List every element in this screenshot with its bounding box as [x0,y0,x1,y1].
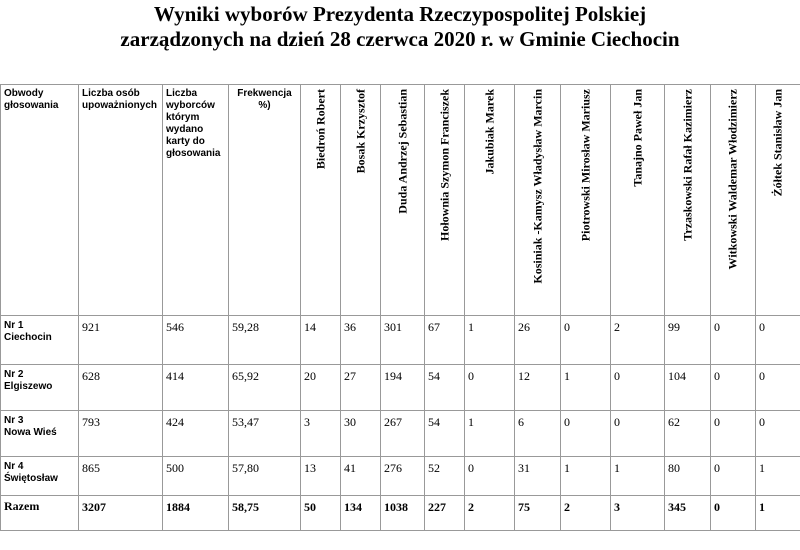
header-candidate [301,85,341,316]
header-candidate [756,85,800,316]
header-candidate [381,85,425,316]
vote-cell: 2 [611,316,665,365]
vote-cell: 0 [611,365,665,411]
vote-cell: 0 [561,411,611,457]
total-vote-cell: 75 [515,496,561,531]
header-frekwencja: Frekwencja %) [229,85,301,316]
header-candidate [465,85,515,316]
district-cell [1,457,79,496]
vote-cell: 20 [301,365,341,411]
total-vote-cell: 50 [301,496,341,531]
vote-cell: 104 [665,365,711,411]
cell-upowaznionych: 628 [79,365,163,411]
total-upowaznionych: 3207 [79,496,163,531]
vote-cell: 6 [515,411,561,457]
title-line-1: Wyniki wyborów Prezydenta Rzeczypospolitej Polskiej [153,2,647,26]
candidate-name: Bosak Krzysztof [353,89,367,174]
candidate-name: Piotrowski Mirosław Mariusz [578,89,592,242]
total-vote-cell: 345 [665,496,711,531]
header-candidate [425,85,465,316]
header-candidate [515,85,561,316]
total-vote-cell: 3 [611,496,665,531]
cell-upowaznionych: 793 [79,411,163,457]
vote-cell: 41 [341,457,381,496]
vote-cell: 62 [665,411,711,457]
cell-frekwencja: 57,80 [229,457,301,496]
header-candidate [341,85,381,316]
candidate-name: Kosiniak -Kamysz Władysław Marcin [530,89,544,284]
district-place: Nowa Wieś [4,427,57,438]
header-row [1,85,800,316]
vote-cell: 1 [465,316,515,365]
candidate-name: Jakubiak Marek [482,89,496,175]
candidate-name: Witkowski Waldemar Włodzimierz [725,89,740,270]
header-upowaznionych: Liczba osób upoważnionych [79,85,163,316]
total-karty: 1884 [163,496,229,531]
vote-cell: 99 [665,316,711,365]
cell-frekwencja: 59,28 [229,316,301,365]
candidate-name: Trzaskowski Rafał Kazimierz [680,89,694,241]
results-table [0,84,800,531]
total-vote-cell: 1038 [381,496,425,531]
vote-cell: 13 [301,457,341,496]
vote-cell: 67 [425,316,465,365]
vote-cell: 0 [711,457,756,496]
header-candidate [561,85,611,316]
cell-karty: 414 [163,365,229,411]
cell-upowaznionych: 865 [79,457,163,496]
header-obwody: Obwody głosowania [1,85,79,316]
vote-cell: 52 [425,457,465,496]
district-cell [1,316,79,365]
cell-frekwencja: 53,47 [229,411,301,457]
total-vote-cell: 1 [756,496,800,531]
vote-cell: 301 [381,316,425,365]
vote-cell: 1 [561,457,611,496]
header-candidate [665,85,711,316]
table-row [1,457,800,496]
vote-cell: 276 [381,457,425,496]
vote-cell: 54 [425,411,465,457]
cell-karty: 424 [163,411,229,457]
vote-cell: 54 [425,365,465,411]
district-number: Nr 4 [4,461,24,472]
title-line-2: zarządzonych na dzień 28 czerwca 2020 r. w Gminie Ciechocin [120,27,680,51]
header-karty: Liczba wyborców którym wydano karty do głosowania [163,85,229,316]
total-vote-cell: 0 [711,496,756,531]
table-row [1,411,800,457]
vote-cell: 0 [611,411,665,457]
cell-upowaznionych: 921 [79,316,163,365]
vote-cell: 0 [561,316,611,365]
vote-cell: 30 [341,411,381,457]
district-place: Ciechocin [4,332,52,343]
header-candidate [611,85,665,316]
district-place: Elgiszewo [4,381,53,392]
total-row [1,496,800,531]
vote-cell: 27 [341,365,381,411]
vote-cell: 26 [515,316,561,365]
vote-cell: 0 [465,457,515,496]
vote-cell: 0 [756,411,800,457]
candidate-name: Żółtek Stanisław Jan [770,89,785,197]
candidate-name: Tanajno Paweł Jan [630,89,644,187]
cell-frekwencja: 65,92 [229,365,301,411]
vote-cell: 0 [711,411,756,457]
table-row [1,365,800,411]
district-place: Świętosław [4,473,58,484]
vote-cell: 0 [711,365,756,411]
district-number: Nr 1 [4,320,24,331]
total-frekwencja: 58,75 [229,496,301,531]
vote-cell: 0 [465,365,515,411]
cell-karty: 546 [163,316,229,365]
total-vote-cell: 2 [465,496,515,531]
district-number: Nr 2 [4,369,24,380]
vote-cell: 31 [515,457,561,496]
cell-karty: 500 [163,457,229,496]
vote-cell: 0 [756,365,800,411]
vote-cell: 36 [341,316,381,365]
header-candidate [711,85,756,316]
candidate-name: Duda Andrzej Sebastian [395,89,409,214]
page-title [0,2,800,52]
total-vote-cell: 227 [425,496,465,531]
district-cell [1,411,79,457]
vote-cell: 267 [381,411,425,457]
vote-cell: 1 [465,411,515,457]
vote-cell: 194 [381,365,425,411]
candidate-name: Hołownia Szymon Franciszek [437,89,451,241]
table-row [1,316,800,365]
vote-cell: 0 [756,316,800,365]
vote-cell: 0 [711,316,756,365]
total-vote-cell: 134 [341,496,381,531]
candidate-name: Biedroń Robert [313,89,327,170]
vote-cell: 12 [515,365,561,411]
vote-cell: 3 [301,411,341,457]
total-vote-cell: 2 [561,496,611,531]
district-number: Nr 3 [4,415,24,426]
total-label: Razem [1,496,79,531]
vote-cell: 14 [301,316,341,365]
vote-cell: 1 [611,457,665,496]
vote-cell: 80 [665,457,711,496]
district-cell [1,365,79,411]
vote-cell: 1 [756,457,800,496]
vote-cell: 1 [561,365,611,411]
